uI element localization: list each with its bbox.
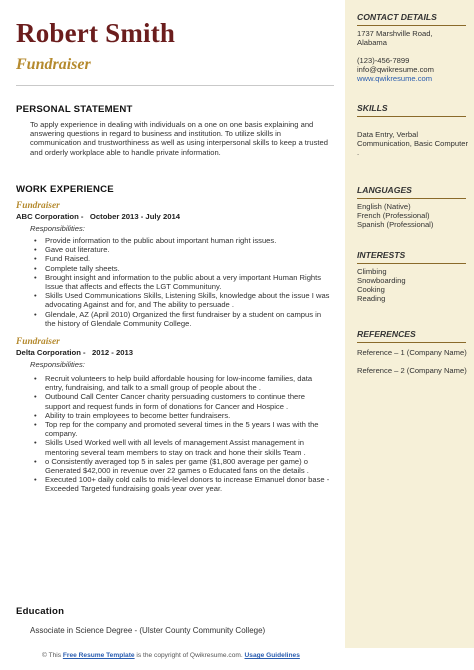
interest-item: Snowboarding xyxy=(357,276,406,285)
job-1-title: Fundraiser xyxy=(16,201,60,211)
job-2-title: Fundraiser xyxy=(16,337,60,347)
job-title: Fundraiser xyxy=(16,56,91,73)
list-item: • Executed 100+ daily cold calls to mid-level donors to increase Emanuel donor base - Exceeded Targeted fundraising goals year over year. xyxy=(30,475,330,493)
languages-heading: LANGUAGES xyxy=(357,185,412,195)
list-item: • o Consistently averaged top 5 in sales per game ($1,800 average per game) o Generated $42,000 in revenue over 22 games o Educated fans on the details . xyxy=(30,457,330,475)
job-2-bullet-list xyxy=(30,374,330,494)
list-item: • Fund Raised. xyxy=(30,254,330,263)
contact-phone: (123)-456-7899 xyxy=(357,56,410,65)
personal-statement-text: To apply experience in dealing with individuals on a one on one basis explaining and answering questions in regard to business and institution. To utilize skills in communication and trustworthiness as well as using interpersonal skills to keep a trusted and orderly workplace able to handle private information. xyxy=(30,120,328,157)
interest-item: Reading xyxy=(357,294,386,303)
job-1-responsibilities-label: Responsibilities: xyxy=(30,224,85,233)
interest-item: Cooking xyxy=(357,285,385,294)
education-heading: Education xyxy=(16,606,65,617)
contact-address: 1737 Marshville Road, Alabama xyxy=(357,29,433,47)
language-item: French (Professional) xyxy=(357,211,430,220)
language-item: Spanish (Professional) xyxy=(357,220,434,229)
personal-statement-heading: PERSONAL STATEMENT xyxy=(16,104,133,115)
list-item: • Outbound Call Center Cancer charity persuading customers to continue there support and request funds in form of donations for Cancer and Hospice . xyxy=(30,392,330,410)
free-resume-template-link[interactable]: Free Resume Template xyxy=(62,652,135,659)
sidebar-panel xyxy=(345,0,474,648)
interests-divider xyxy=(357,263,466,264)
job-1-meta: ABC Corporation - October 2013 - July 2014 xyxy=(16,212,181,221)
job-1-bullet-list xyxy=(30,236,330,328)
list-item: • Brought insight and information to the public about a very important Human Rights Issue that affects and effects the LGT Communituny. xyxy=(30,273,330,291)
usage-guidelines-link[interactable]: Usage Guidelines xyxy=(244,652,300,659)
footer-copyright-text: is the copyright of Qwikresume.com. xyxy=(134,652,245,659)
list-item: • Gave out literature. xyxy=(30,245,330,254)
contact-website[interactable]: www.qwikresume.com xyxy=(357,74,433,83)
footer xyxy=(42,652,300,659)
job-2-responsibilities-label: Responsibilities: xyxy=(30,360,85,369)
list-item: • Glendale, AZ (April 2010) Organized the first fundraiser by a student on campus in the history of Glendale Community College. xyxy=(30,310,330,328)
language-item: English (Native) xyxy=(357,202,411,211)
list-item: • Complete tally sheets. xyxy=(30,264,330,273)
interests-heading: INTERESTS xyxy=(357,250,406,260)
education-text: Associate in Science Degree - (Ulster County Community College) xyxy=(30,626,266,635)
contact-heading: CONTACT DETAILS xyxy=(357,12,437,22)
header-divider xyxy=(16,85,334,86)
references-divider xyxy=(357,342,466,343)
contact-email[interactable]: info@qwikresume.com xyxy=(357,65,434,74)
contact-divider xyxy=(357,25,466,26)
list-item: • Skills Used Worked well with all levels of management Assist management in mentoring several team members to stay on track and hone their skills Team . xyxy=(30,438,330,456)
interest-item: Climbing xyxy=(357,267,387,276)
list-item: • Skills Used Communications Skills, Listening Skills, knowledge about the issue I was advocating Against and for, and The ability to persuade . xyxy=(30,291,330,309)
skills-text: Data Entry, Verbal Communication, Basic Computer . xyxy=(357,130,468,157)
candidate-name: Robert Smith xyxy=(16,18,176,48)
list-item: • Top rep for the company and promoted several times in the 5 years I was with the company. xyxy=(30,420,330,438)
reference-item: Reference – 2 (Company Name) xyxy=(357,366,467,375)
reference-item: Reference – 1 (Company Name) xyxy=(357,348,467,357)
skills-divider xyxy=(357,116,466,117)
work-experience-heading: WORK EXPERIENCE xyxy=(16,184,114,195)
list-item: • Provide information to the public about important human right issues. xyxy=(30,236,330,245)
job-2-meta: Delta Corporation - 2012 - 2013 xyxy=(16,348,134,357)
list-item: • Recruit volunteers to help build affordable housing for low-income families, data entry, fundraising, and talk to a small group of people about the . xyxy=(30,374,330,392)
references-heading: REFERENCES xyxy=(357,329,416,339)
languages-divider xyxy=(357,198,466,199)
footer-prefix: © This xyxy=(42,652,63,659)
list-item: • Ability to train employees to become better fundraisers. xyxy=(30,411,330,420)
skills-heading: SKILLS xyxy=(357,103,388,113)
